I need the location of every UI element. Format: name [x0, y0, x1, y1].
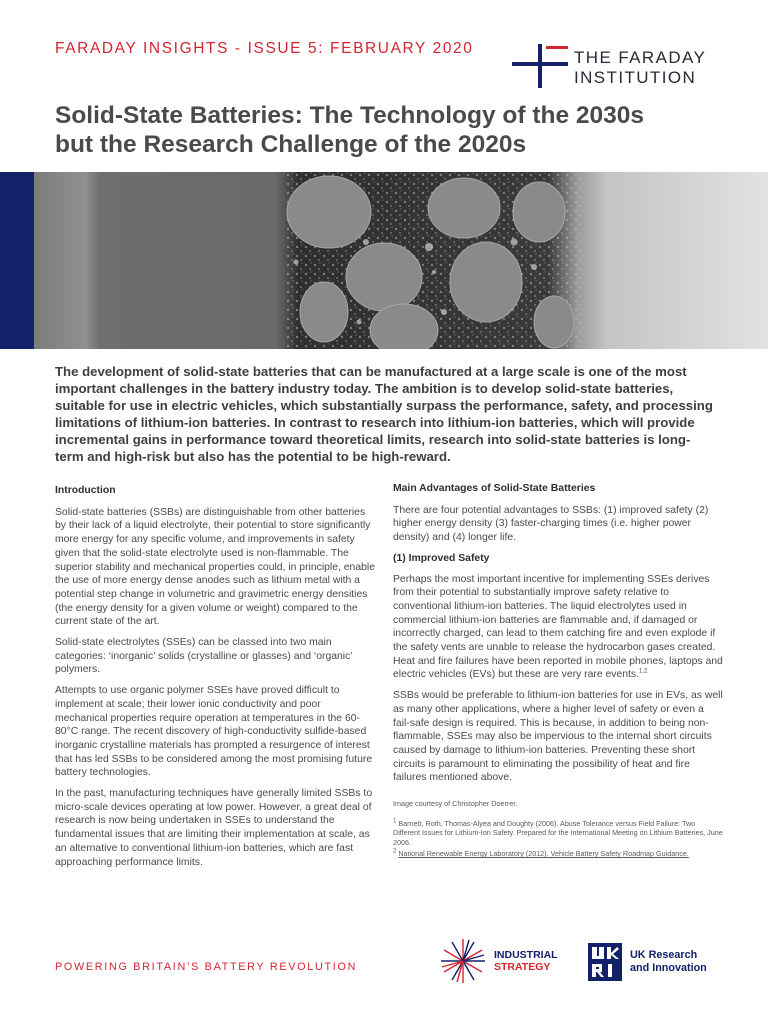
intro-body-paragraph: Solid-state batteries (SSBs) are distinguishable from other batteries by their lack of a liquid electrolyte, their potential to store significantly more energy for any specific volume, and improvements in safety given that the solid-state electrolyte used is non-flammable. The superior stability and mechanical properties could, in principle, enable the use of more energy dense anodes such as lithium metal with a potential step change in volumetric and gravimetric energy densities (the energy density for a given volume or weight) compared to the current state of the art. [55, 506, 375, 628]
starburst-icon [440, 938, 486, 984]
microscopy-banner [0, 172, 768, 349]
banner-accent-bar [0, 172, 34, 349]
ukri-mark-icon [588, 943, 622, 981]
advantages-heading: Main Advantages of Solid-State Batteries [393, 483, 596, 494]
logo-text-line1: THE FARADAY [574, 48, 707, 67]
safety-paragraph [393, 573, 723, 683]
intro-body-paragraph: Solid-state electrolytes (SSEs) can be classed into two main categories: ‘inorganic’ solids (crystalline or glasses) and ‘organic’ polymers. [55, 637, 353, 676]
ukri-line2: and Innovation [630, 962, 707, 974]
footer-tagline: POWERING BRITAIN’S BATTERY REVOLUTION [55, 961, 358, 973]
logo-text-line2: INSTITUTION [574, 68, 697, 87]
issue-line: FARADAY INSIGHTS - ISSUE 5: FEBRUARY 2020 [55, 40, 474, 57]
is-line2: STRATEGY [494, 961, 551, 973]
footnote-2-link[interactable]: National Renewable Energy Laboratory (2012). Vehicle Battery Safety Roadmap Guidance. [398, 849, 689, 859]
ukri-text [630, 949, 707, 975]
intro-body-paragraph: Attempts to use organic polymer SSEs have proved difficult to implement at scale; their lower ionic conductivity and poor mechanical properties require operation at temperatures in the 60-80°C range. The recent discovery of high-conductivity sulfide-based inorganic crystalline materials has prompted a resurgence of interest that has led SSBs to be considered among the most promising future battery technologies. [55, 685, 373, 779]
page-title [55, 101, 745, 159]
ukri-line1: UK Research [630, 949, 698, 961]
battery-micrograph-image [34, 172, 768, 349]
ukri-logo [588, 943, 728, 981]
right-column [393, 482, 723, 861]
left-column [55, 484, 375, 876]
footnote-ref: 1,2 [639, 668, 648, 675]
is-line1: INDUSTRIAL [494, 949, 558, 961]
advantages-paragraph: There are four potential advantages to SSBs: (1) improved safety (2) higher energy density (3) faster-charging times (i.e. higher power density) and (4) longer life. [393, 504, 709, 544]
footnote-1 [393, 819, 723, 848]
footnote-2-number: 2 [393, 848, 397, 855]
improved-safety-subheading: (1) Improved Safety [393, 552, 490, 564]
faraday-institution-logo [510, 44, 730, 90]
faraday-cross-icon [512, 44, 568, 88]
intro-body-paragraph: In the past, manufacturing techniques have generally limited SSBs to micro-scale devices operating at low power. However, a great deal of research is now being undertaken in SSEs to understand the fundamental issues that are limiting their implementation at scale, as an alternative to conventional lithium-ion batteries, which are fast approaching performance limits. [55, 788, 373, 868]
introduction-heading: Introduction [55, 485, 116, 496]
industrial-strategy-logo [440, 938, 570, 984]
preference-paragraph: SSBs would be preferable to lithium-ion batteries for use in EVs, as well as many other applications, where a higher level of safety or even a fail-safe design is required. This is because, in addition to being non-flammable, SSEs may also be impervious to the internal short circuits caused by damage to lithium-ion batteries. Preventing these short circuits is paramount to eliminating the possibility of heat and fire failures mentioned above. [393, 690, 723, 784]
image-credit: Image courtesy of Christopher Doerrer. [393, 799, 518, 809]
safety-paragraph-text: Perhaps the most important incentive for implementing SSEs derives from their potential to substantially improve safety relative to conventional lithium-ion batteries. The liquid electrolytes used in commercial lithium-ion batteries are flammable and, if damaged or incorrectly charged, can lead to them catching fire and even explode if the safety vents are unable to release the hydrocarbon gases created. Heat and fire failures have been reported in mobile phones, laptops and electric vehicles (EVs) but these are very rare events. [393, 573, 723, 681]
title-line1: Solid-State Batteries: The Technology of the 2030s [55, 102, 645, 129]
title-line2: but the Research Challenge of the 2020s [55, 131, 527, 158]
intro-paragraph: The development of solid-state batteries that can be manufactured at a large scale is one of the most important challenges in the battery industry today. The ambition is to develop solid-state batteries, suitable for use in electric vehicles, which substantially surpass the performance, safety, and processing limitations of lithium-ion batteries. In contrast to research into lithium-ion batteries, which will provide incremental gains in performance toward theoretical limits, research into solid-state batteries is long-term and high-risk but also has the potential to be high-reward. [55, 364, 713, 465]
footnote-1-number: 1 [393, 818, 397, 825]
industrial-strategy-text [494, 949, 558, 973]
footnote-1-text: Barnett, Roth, Thomas-Alyea and Doughty (2006). Abuse Tolerance versus Field Failure: Two Different Issues for Lithium-Ion Safety. Prepared for the International Meeting on Lithium Batteries, June 2006. [393, 818, 723, 847]
footnote-2 [393, 849, 723, 859]
